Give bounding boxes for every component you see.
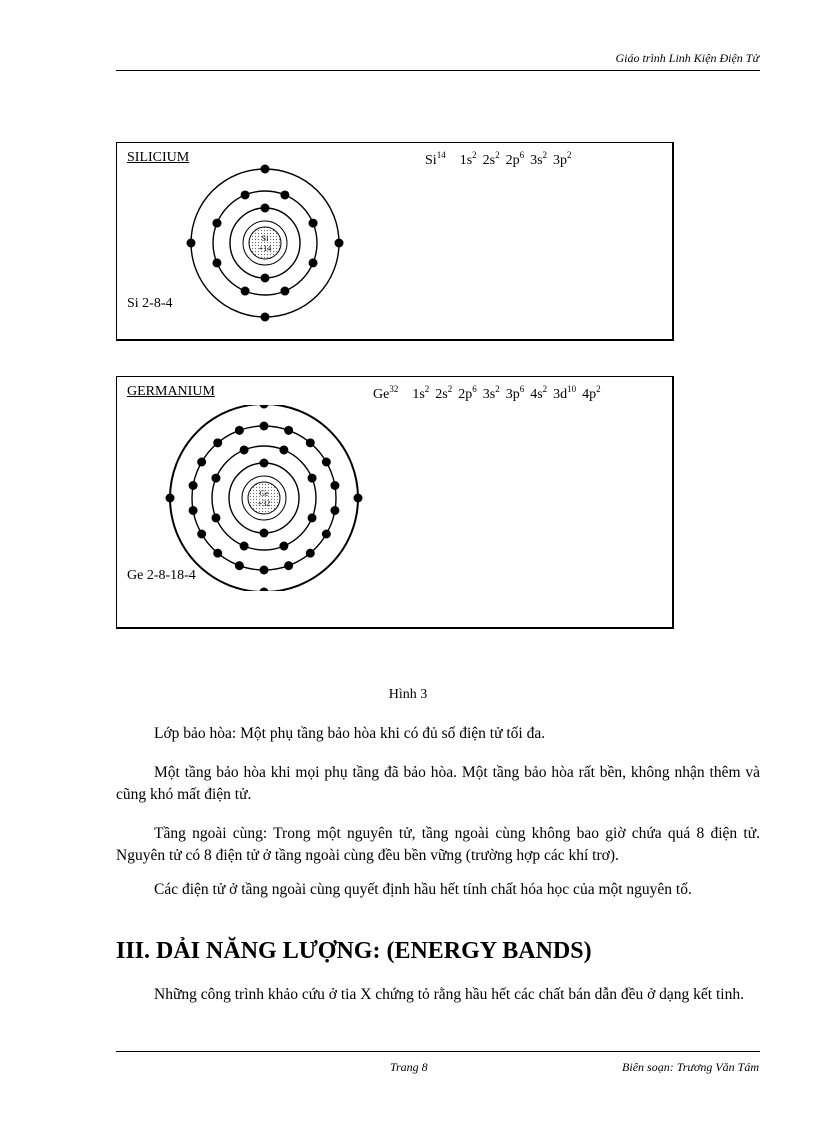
germanium-atom-diagram xyxy=(159,405,369,591)
germanium-electron xyxy=(279,445,288,454)
germanium-electron xyxy=(197,458,206,467)
germanium-electron xyxy=(211,474,220,483)
germanium-orbital-1s: $1s^2$ xyxy=(412,384,430,402)
germanium-electron xyxy=(213,438,222,447)
paragraph-outer-shell: Tầng ngoài cùng: Trong một nguyên tử, tầng ngoài cùng không bao giờ chứa quá 8 điện tử. Nguyên tử có 8 điện tử ở tầng ngoài cùng đều bền vững (trường hợp các khí trơ). xyxy=(116,825,760,864)
germanium-electron xyxy=(260,529,269,538)
germanium-electron xyxy=(308,474,317,483)
germanium-electron xyxy=(189,506,198,515)
germanium-electron xyxy=(189,481,198,490)
germanium-orbital-2s: $2s^2$ xyxy=(435,384,453,402)
germanium-electron xyxy=(308,513,317,522)
silicium-electron xyxy=(261,313,270,322)
silicium-name: SILICIUM xyxy=(127,150,190,165)
germanium-electron xyxy=(240,445,249,454)
germanium-nucleus xyxy=(248,482,280,514)
silicium-atom-diagram xyxy=(185,163,345,323)
silicium-figure xyxy=(116,142,674,341)
silicium-electron xyxy=(261,204,270,213)
silicium-orbital-2s: $2s^2$ xyxy=(482,150,500,168)
figure-caption: Hình 3 xyxy=(388,687,428,702)
silicium-electron xyxy=(309,258,318,267)
germanium-orbital-4s: $4s^2$ xyxy=(530,384,548,402)
germanium-figure xyxy=(116,376,674,629)
silicium-shells-label: Si 2-8-4 xyxy=(127,296,173,311)
germanium-electron xyxy=(306,549,315,558)
germanium-electron xyxy=(166,494,175,503)
paragraph-saturated-subshell: Lớp bảo hòa: Một phụ tầng bảo hòa khi có đủ số điện tử tối đa. xyxy=(154,725,546,742)
germanium-electron xyxy=(354,494,363,503)
silicium-electron xyxy=(261,165,270,174)
silicium-orbital-3s: $3s^2$ xyxy=(530,150,548,168)
germanium-electron xyxy=(322,458,331,467)
germanium-electron xyxy=(306,438,315,447)
germanium-orbital-3s: $3s^2$ xyxy=(482,384,500,402)
germanium-electron xyxy=(213,549,222,558)
silicium-config xyxy=(425,150,578,169)
germanium-electron xyxy=(260,422,269,431)
silicium-electron xyxy=(241,287,250,296)
germanium-shells-label: Ge 2-8-18-4 xyxy=(127,568,196,583)
silicium-electron xyxy=(280,287,289,296)
footer-author: Biên soạn: Trương Văn Tám xyxy=(622,1060,759,1074)
germanium-electron xyxy=(260,588,269,592)
germanium-electron xyxy=(235,426,244,435)
section-heading: III. DẢI NĂNG LƯỢNG: (ENERGY BANDS) xyxy=(116,938,592,964)
silicium-electron xyxy=(335,239,344,248)
germanium-electron xyxy=(240,542,249,551)
germanium-electron xyxy=(284,561,293,570)
germanium-orbital-3p: $3p^6$ xyxy=(505,384,525,402)
silicium-nucleus-charge: +14 xyxy=(258,244,272,253)
germanium-electron xyxy=(211,513,220,522)
silicium-electron xyxy=(309,219,318,228)
germanium-electron xyxy=(197,530,206,539)
germanium-orbital-2p: $2p^6$ xyxy=(458,384,477,402)
silicium-orbital-2p: $2p^6$ xyxy=(505,150,525,168)
paragraph-saturated-shell: Một tầng bảo hòa khi mọi phụ tầng đã bảo hòa. Một tầng bảo hòa rất bền, không nhận thêm và cũng khó mất điện tử. xyxy=(116,764,760,803)
silicium-electron xyxy=(212,219,221,228)
germanium-electron xyxy=(284,426,293,435)
germanium-config xyxy=(373,384,607,403)
paragraph-crystal: Những công trình khảo cứu ở tia X chứng tỏ rằng hầu hết các chất bán dẫn đều ở dạng kết tinh. xyxy=(154,986,744,1003)
silicium-electron xyxy=(187,239,196,248)
silicium-electron xyxy=(241,190,250,199)
germanium-electron xyxy=(260,566,269,575)
header-rule xyxy=(116,70,760,71)
germanium-electron xyxy=(260,405,269,409)
germanium-electron xyxy=(279,542,288,551)
germanium-orbital-3d: $3d^{10}$ xyxy=(553,384,577,402)
silicium-nucleus-symbol: Si xyxy=(261,234,269,243)
germanium-electron xyxy=(235,561,244,570)
germanium-orbital-4p: $4p^2$ xyxy=(582,384,601,402)
germanium-symbol: Ge$^{32}$ xyxy=(373,384,399,402)
germanium-nucleus-symbol: Ge xyxy=(259,489,269,498)
germanium-electron xyxy=(322,530,331,539)
germanium-name: GERMANIUM xyxy=(127,384,215,399)
germanium-nucleus-charge: +32 xyxy=(257,499,271,508)
germanium-electron xyxy=(330,506,339,515)
silicium-orbital-3p: $3p^2$ xyxy=(553,150,572,168)
germanium-electron xyxy=(330,481,339,490)
silicium-orbital-1s: $1s^2$ xyxy=(459,150,477,168)
footer-page-number: Trang 8 xyxy=(390,1060,428,1074)
silicium-electron xyxy=(212,258,221,267)
header-title: Giáo trình Linh Kiện Điện Tử xyxy=(615,51,759,65)
silicium-electron xyxy=(261,274,270,283)
silicium-nucleus xyxy=(249,227,281,259)
footer-rule xyxy=(116,1051,760,1052)
paragraph-chemical-properties: Các điện tử ở tầng ngoài cùng quyết định hầu hết tính chất hóa học của một nguyên tố. xyxy=(154,881,692,898)
silicium-symbol: Si$^{14}$ xyxy=(425,150,446,168)
germanium-electron xyxy=(260,459,269,468)
silicium-electron xyxy=(280,190,289,199)
